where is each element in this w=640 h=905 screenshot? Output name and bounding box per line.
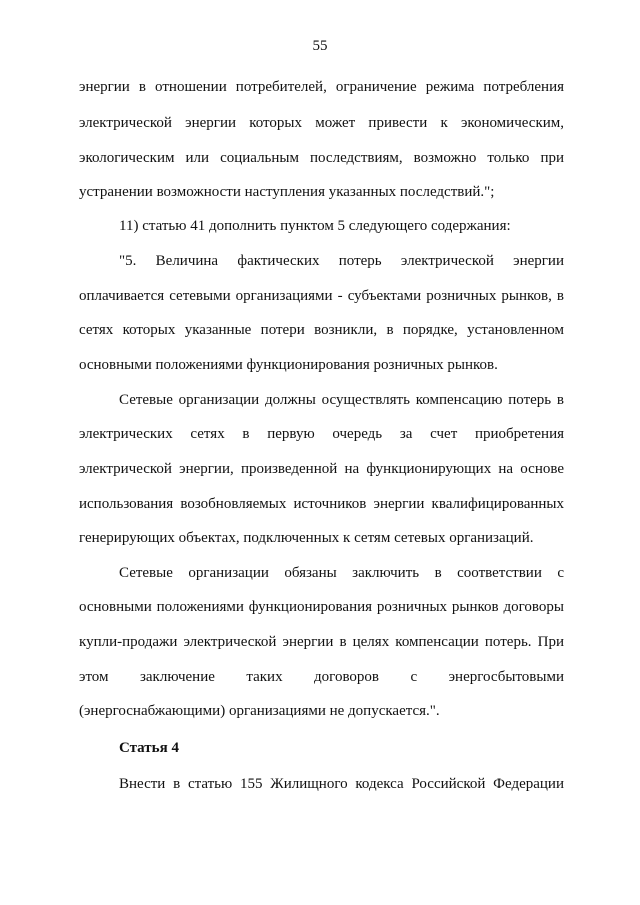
text-line: основными положениями функционирования розничных рынков. bbox=[79, 357, 498, 373]
text-line: электрических сетях в первую очередь за счет приобретения bbox=[79, 426, 564, 442]
text-line: Внести в статью 155 Жилищного кодекса Российской Федерации bbox=[119, 776, 564, 792]
text-line: купли-продажи электрической энергии в целях компенсации потерь. При bbox=[79, 634, 564, 650]
text-line: оплачивается сетевыми организациями - субъектами розничных рынков, в bbox=[79, 288, 564, 304]
article-heading: Статья 4 bbox=[119, 740, 179, 756]
text-line: генерирующих объектах, подключенных к сетям сетевых организаций. bbox=[79, 530, 534, 546]
text-line: Сетевые организации должны осуществлять компенсацию потерь в bbox=[119, 392, 564, 408]
text-line: сетях которых указанные потери возникли, в порядке, установленном bbox=[79, 322, 564, 338]
text-line: этом заключение таких договоров с энергосбытовыми bbox=[79, 669, 564, 685]
text-line: "5. Величина фактических потерь электрической энергии bbox=[119, 253, 564, 269]
text-line: Сетевые организации обязаны заключить в соответствии с bbox=[119, 565, 564, 581]
text-line: устранении возможности наступления указанных последствий."; bbox=[79, 184, 495, 200]
text-line: электрической энергии, произведенной на функционирующих на основе bbox=[79, 461, 564, 477]
text-line: экологическим или социальным последствиям, возможно только при bbox=[79, 150, 564, 166]
text-line: (энергоснабжающими) организациями не допускается.". bbox=[79, 703, 440, 719]
text-line: электрической энергии которых может привести к экономическим, bbox=[79, 115, 564, 131]
text-line: основными положениями функционирования розничных рынков договоры bbox=[79, 599, 564, 615]
text-line: 11) статью 41 дополнить пунктом 5 следующего содержания: bbox=[119, 218, 511, 234]
page-number: 55 bbox=[312, 38, 328, 54]
text-line: энергии в отношении потребителей, ограничение режима потребления bbox=[79, 79, 564, 95]
text-line: использования возобновляемых источников энергии квалифицированных bbox=[79, 496, 564, 512]
